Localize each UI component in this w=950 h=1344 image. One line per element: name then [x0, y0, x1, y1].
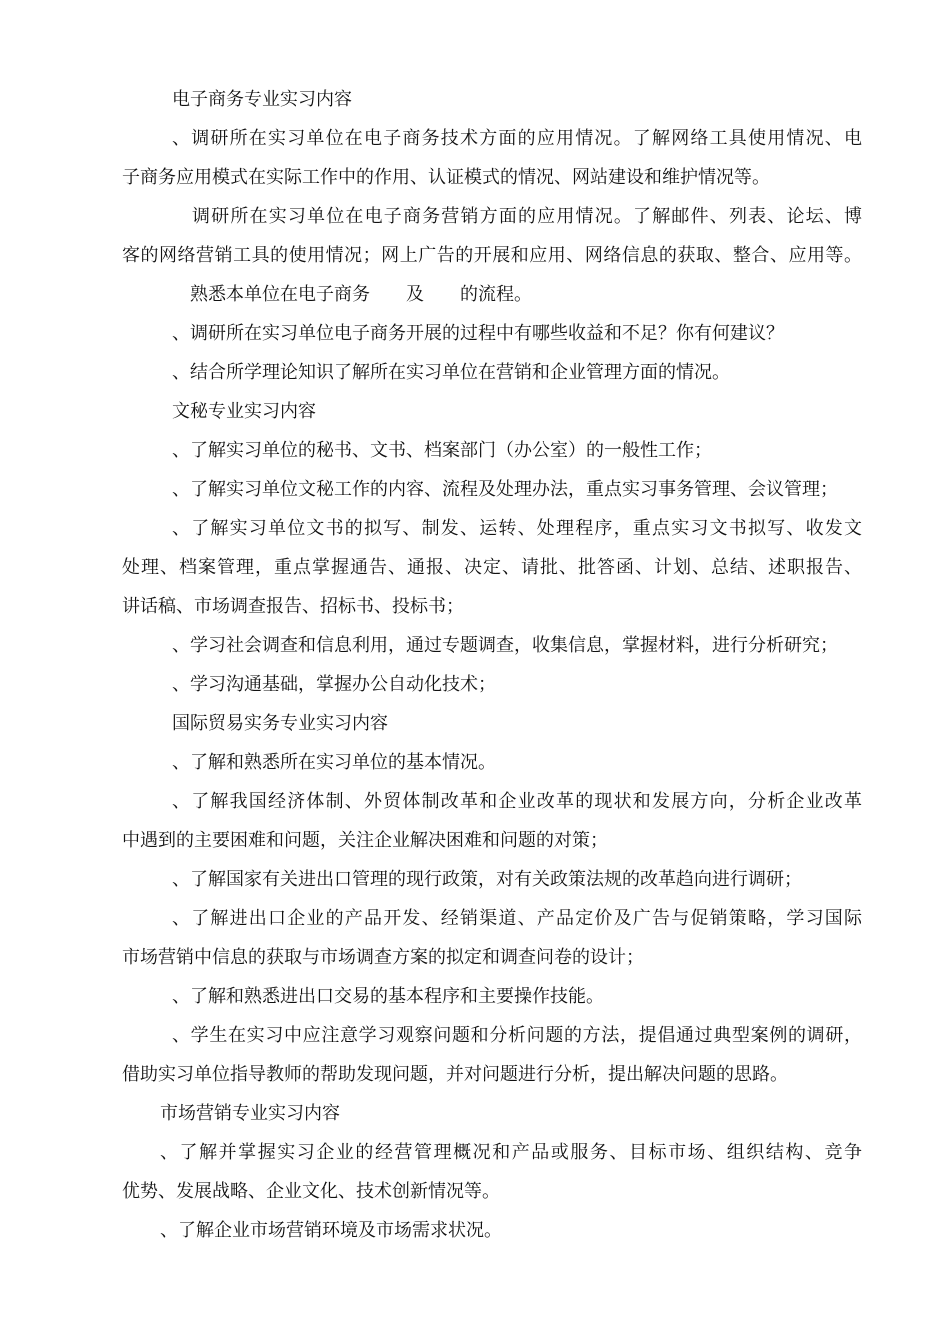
paragraph-line: 、了解国家有关进出口管理的现行政策，对有关政策法规的改革趋向进行调研；: [172, 869, 802, 890]
paragraph-line: 、学生在实习中应注意学习观察问题和分析问题的方法，提倡通过典型案例的调研，: [172, 1025, 862, 1046]
section-heading-secretarial: 文秘专业实习内容: [172, 401, 316, 422]
paragraph-line: 处理、档案管理，重点掌握通告、通报、决定、请批、批答函、计划、总结、述职报告、: [122, 557, 862, 578]
paragraph-line: 、了解并掌握实习企业的经营管理概况和产品或服务、目标市场、组织结构、竞争: [160, 1142, 862, 1163]
paragraph-line: 优势、发展战略、企业文化、技术创新情况等。: [122, 1181, 500, 1202]
paragraph-line: 熟悉本单位在电子商务 及 的流程。: [190, 284, 532, 305]
paragraph-line: 、了解实习单位的秘书、文书、档案部门（办公室）的一般性工作；: [172, 440, 712, 461]
paragraph-line: 、调研所在实习单位电子商务开展的过程中有哪些收益和不足？你有何建议？: [172, 323, 784, 344]
paragraph-line: 、了解和熟悉进出口交易的基本程序和主要操作技能。: [172, 986, 604, 1007]
paragraph-line: 讲话稿、市场调查报告、招标书、投标书；: [122, 596, 464, 617]
paragraph-line: 中遇到的主要困难和问题，关注企业解决困难和问题的对策；: [122, 830, 608, 851]
section-heading-trade: 国际贸易实务专业实习内容: [172, 713, 388, 734]
paragraph-line: 子商务应用模式在实际工作中的作用、认证模式的情况、网站建设和维护情况等。: [122, 167, 770, 188]
paragraph-line: 、了解企业市场营销环境及市场需求状况。: [160, 1220, 502, 1241]
paragraph-line: 、学习社会调查和信息利用，通过专题调查，收集信息，掌握材料，进行分析研究；: [172, 635, 838, 656]
paragraph-line: 、了解实习单位文秘工作的内容、流程及处理办法，重点实习事务管理、会议管理；: [172, 479, 838, 500]
paragraph-line: 、学习沟通基础，掌握办公自动化技术；: [172, 674, 496, 695]
paragraph-line: 、了解和熟悉所在实习单位的基本情况。: [172, 752, 496, 773]
paragraph-line: 调研所在实习单位在电子商务营销方面的应用情况。了解邮件、列表、论坛、博: [192, 206, 862, 227]
paragraph-line: 、了解实习单位文书的拟写、制发、运转、处理程序，重点实习文书拟写、收发文: [172, 518, 862, 539]
section-heading-ecommerce: 电子商务专业实习内容: [172, 89, 352, 110]
section-heading-marketing: 市场营销专业实习内容: [160, 1103, 340, 1124]
paragraph-line: 、了解我国经济体制、外贸体制改革和企业改革的现状和发展方向，分析企业改革: [172, 791, 862, 812]
paragraph-line: 、调研所在实习单位在电子商务技术方面的应用情况。了解网络工具使用情况、电: [172, 128, 862, 149]
paragraph-line: 、了解进出口企业的产品开发、经销渠道、产品定价及广告与促销策略，学习国际: [172, 908, 862, 929]
paragraph-line: 市场营销中信息的获取与市场调查方案的拟定和调查问卷的设计；: [122, 947, 644, 968]
paragraph-line: 、结合所学理论知识了解所在实习单位在营销和企业管理方面的情况。: [172, 362, 730, 383]
paragraph-line: 客的网络营销工具的使用情况；网上广告的开展和应用、网络信息的获取、整合、应用等。: [122, 245, 862, 266]
paragraph-line: 借助实习单位指导教师的帮助发现问题，并对问题进行分析，提出解决问题的思路。: [122, 1064, 788, 1085]
